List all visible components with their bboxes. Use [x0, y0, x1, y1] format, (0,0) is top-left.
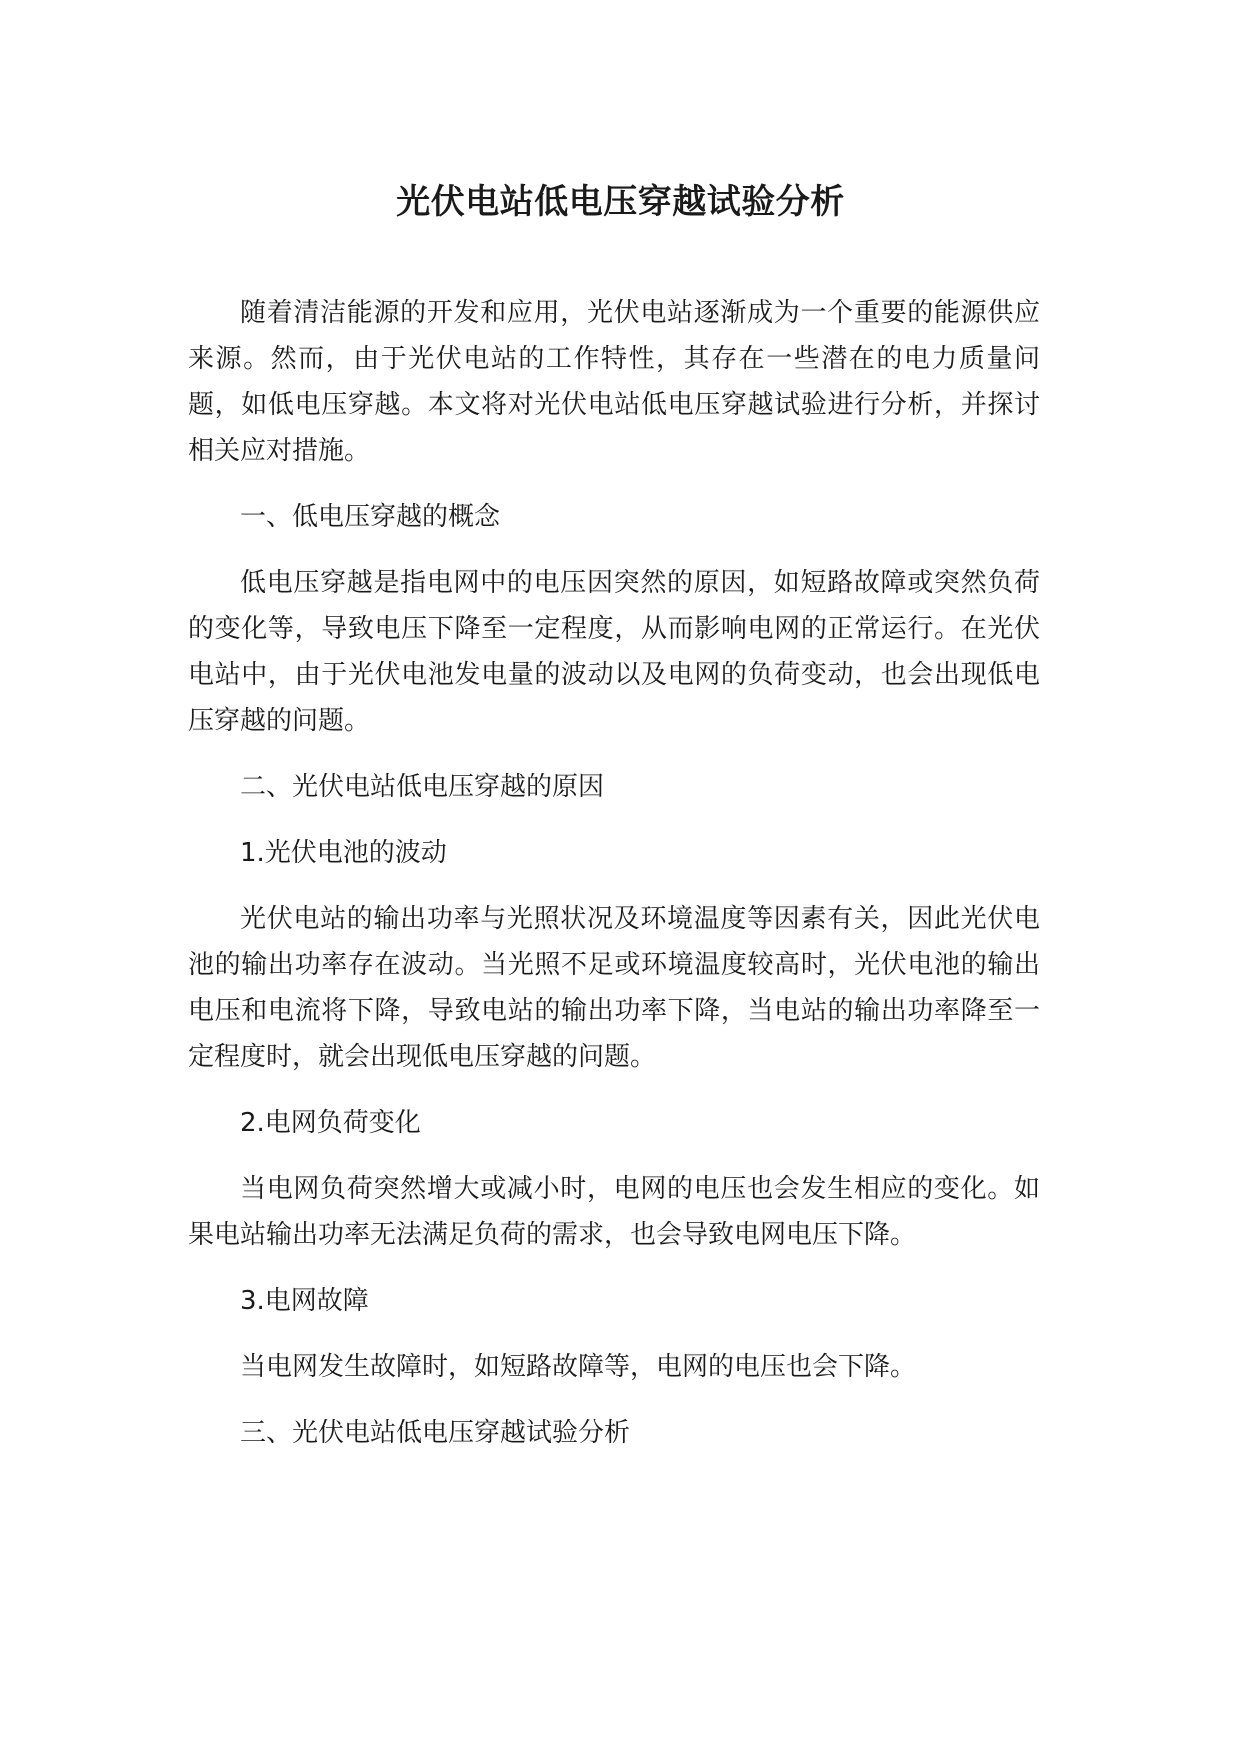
concept-paragraph: 低电压穿越是指电网中的电压因突然的原因，如短路故障或突然负荷的变化等，导致电压下降至一定程度，从而影响电网的正常运行。在光伏电站中，由于光伏电池发电量的波动以及电网的负荷变动，也会出现低电压穿越的问题。 — [188, 568, 1040, 736]
subheading-load-change: 2.电网负荷变化 — [240, 1108, 421, 1138]
load-change-paragraph: 当电网负荷突然增大或减小时，电网的电压也会发生相应的变化。如果电站输出功率无法满足负荷的需求，也会导致电网电压下降。 — [188, 1174, 1040, 1250]
section-heading-2: 二、光伏电站低电压穿越的原因 — [240, 772, 605, 802]
subheading-pv-fluctuation: 1.光伏电池的波动 — [240, 838, 447, 868]
subheading-grid-fault: 3.电网故障 — [240, 1286, 369, 1316]
grid-fault-paragraph: 当电网发生故障时，如短路故障等，电网的电压也会下降。 — [240, 1352, 917, 1382]
intro-paragraph: 随着清洁能源的开发和应用，光伏电站逐渐成为一个重要的能源供应来源。然而，由于光伏电站的工作特性，其存在一些潜在的电力质量问题，如低电压穿越。本文将对光伏电站低电压穿越试验进行分析，并探讨相关应对措施。 — [188, 298, 1040, 466]
section-heading-3: 三、光伏电站低电压穿越试验分析 — [240, 1418, 631, 1448]
document-title: 光伏电站低电压穿越试验分析 — [396, 182, 845, 222]
section-heading-1: 一、低电压穿越的概念 — [240, 502, 501, 532]
document-body — [188, 290, 1040, 1476]
pv-fluctuation-paragraph: 光伏电站的输出功率与光照状况及环境温度等因素有关，因此光伏电池的输出功率存在波动。当光照不足或环境温度较高时，光伏电池的输出电压和电流将下降，导致电站的输出功率下降，当电站的输出功率降至一定程度时，就会出现低电压穿越的问题。 — [188, 904, 1040, 1072]
